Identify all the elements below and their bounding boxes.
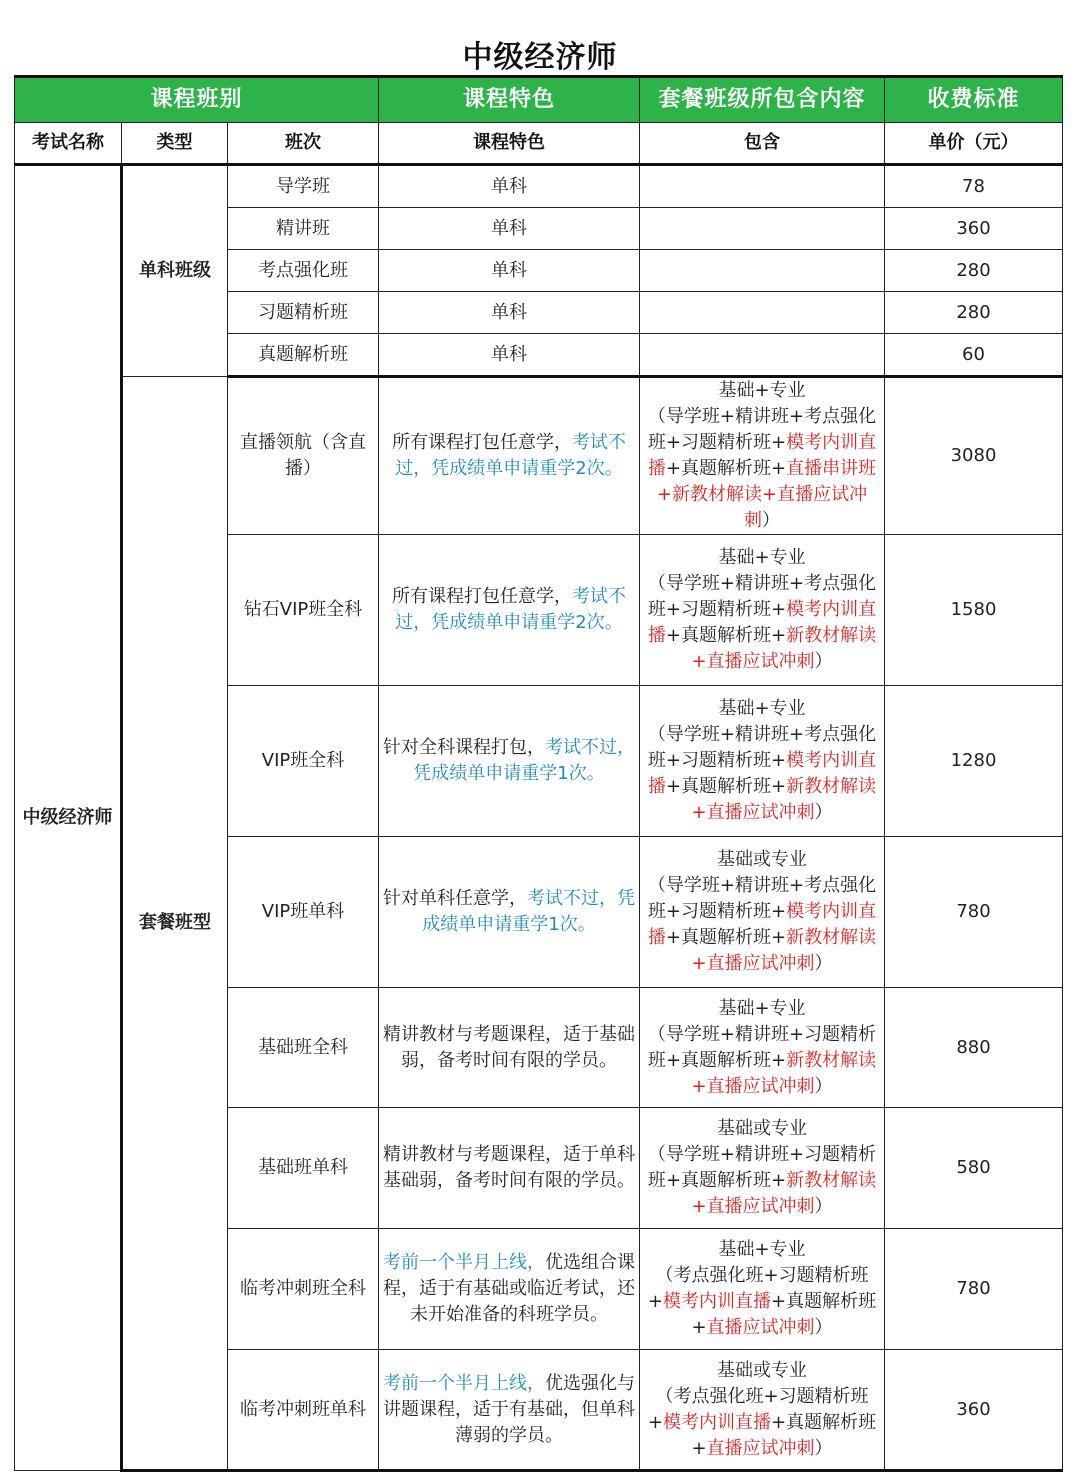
- content-head: 基础+专业: [718, 380, 806, 401]
- col-header-exam-name: 考试名称: [15, 123, 122, 165]
- feature-highlight: 考试不过，凭成绩单申请重学2次。: [395, 586, 626, 633]
- table-body: [15, 165, 1063, 1471]
- content-text: ）: [814, 1196, 833, 1217]
- content-text: ）: [814, 802, 833, 823]
- content-text: +真题解析班+: [665, 776, 787, 797]
- content-cell: [640, 535, 885, 686]
- price-cell: 1280: [885, 686, 1063, 837]
- content-cell: [640, 1108, 885, 1229]
- group-header-course-class: 课程班别: [15, 77, 379, 123]
- content-cell: [640, 988, 885, 1108]
- feature-text: 所有课程打包任意学，: [392, 432, 572, 453]
- feature-cell: [379, 1229, 640, 1350]
- class-name-cell: 直播领航（含直播）: [228, 377, 379, 535]
- content-text: +真题解析班+: [665, 625, 787, 646]
- content-highlight: 模考内训直播: [647, 599, 877, 646]
- price-cell: 360: [885, 208, 1063, 250]
- content-highlight: 新教材解读+直播应试冲刺: [691, 1049, 877, 1097]
- sub-header-row: [15, 123, 1063, 165]
- content-cell: [640, 1350, 885, 1471]
- feature-cell: [379, 988, 640, 1108]
- feature-cell: 单科: [379, 208, 640, 250]
- content-text: ）: [814, 1075, 833, 1097]
- class-name-cell: 习题精析班: [228, 292, 379, 334]
- feature-cell: [379, 1350, 640, 1471]
- content-text: （导学班+精讲班+习题精析班+真题解析班+: [647, 1023, 877, 1071]
- feature-text: 所有课程打包任意学，: [392, 586, 572, 607]
- feature-text: 优选强化与讲题课程，适于有基础，但单科薄弱的学员。: [383, 1372, 635, 1446]
- content-highlight: 模考内训直播: [647, 750, 877, 797]
- content-highlight: 模考内训直播: [647, 432, 877, 479]
- price-cell: 60: [885, 334, 1063, 377]
- content-highlight: 新教材解读+直播应试冲刺: [691, 1170, 877, 1217]
- col-header-type: 类型: [122, 123, 228, 165]
- content-text: ）: [814, 1317, 833, 1338]
- group-header-course-feature: 课程特色: [379, 77, 640, 123]
- group-header-package-content: 套餐班级所包含内容: [640, 77, 885, 123]
- class-name-cell: 基础班单科: [228, 1108, 379, 1229]
- content-text: ）: [814, 1437, 833, 1459]
- table-row: [15, 377, 1063, 535]
- content-head: 基础+专业: [718, 547, 806, 568]
- feature-cell: [379, 535, 640, 686]
- content-cell: [640, 292, 885, 334]
- col-header-class: 班次: [228, 123, 379, 165]
- class-name-cell: 真题解析班: [228, 334, 379, 377]
- content-text: （导学班+精讲班+考点强化班+习题精析班+: [647, 573, 877, 620]
- content-text: ）: [814, 651, 833, 672]
- price-cell: 280: [885, 292, 1063, 334]
- group-header-fee-standard: 收费标准: [885, 77, 1063, 123]
- content-head: 基础或专业: [717, 849, 807, 870]
- content-cell: [640, 1229, 885, 1350]
- feature-cell: 单科: [379, 165, 640, 208]
- feature-text: 优选组合课程，适于有基础或临近考试，还未开始准备的科班学员。: [383, 1252, 635, 1325]
- feature-cell: 单科: [379, 334, 640, 377]
- type-package-cell: 套餐班型: [122, 377, 228, 1471]
- content-text: ）: [762, 510, 780, 531]
- feature-text: 精讲教材与考题课程，适于单科基础弱，备考时间有限的学员。: [383, 1144, 635, 1191]
- feature-highlight: 考前一个半月上线，: [383, 1372, 545, 1394]
- content-text: （导学班+精讲班+考点强化班+习题精析班+: [647, 724, 877, 771]
- price-cell: 360: [885, 1350, 1063, 1471]
- group-header-row: [15, 77, 1063, 123]
- page-title: 中级经济师: [462, 40, 618, 75]
- class-name-cell: 考点强化班: [228, 250, 379, 292]
- price-cell: 280: [885, 250, 1063, 292]
- content-highlight: 直播应试冲刺: [706, 1437, 815, 1459]
- col-header-includes: 包含: [640, 123, 885, 165]
- exam-name-cell: 中级经济师: [15, 165, 122, 1471]
- class-name-cell: 临考冲刺班单科: [228, 1350, 379, 1471]
- content-head: 基础+专业: [718, 1239, 806, 1260]
- content-highlight: 直播串讲班+新教材解读+直播应试冲刺: [656, 458, 877, 531]
- content-text: （考点强化班+习题精析班+: [647, 1265, 869, 1312]
- content-text: ）: [814, 953, 833, 974]
- content-cell: [640, 334, 885, 377]
- content-highlight: 模考内训直播: [663, 1291, 771, 1312]
- content-text: （导学班+精讲班+考点强化班+习题精析班+: [647, 406, 877, 453]
- content-text: +真题解析班+: [691, 1411, 877, 1459]
- table-row: [15, 165, 1063, 208]
- feature-highlight: 考试不过，凭成绩单申请重学1次。: [413, 737, 635, 784]
- content-cell: [640, 165, 885, 208]
- feature-text: 针对单科任意学，: [383, 888, 527, 909]
- class-name-cell: 精讲班: [228, 208, 379, 250]
- content-text: +真题解析班+: [691, 1291, 877, 1338]
- content-head: 基础或专业: [717, 1118, 807, 1139]
- class-name-cell: 钻石VIP班全科: [228, 535, 379, 686]
- feature-highlight: 考试不过，凭成绩单申请重学1次。: [422, 888, 635, 935]
- content-highlight: 直播应试冲刺: [706, 1317, 815, 1338]
- price-cell: 3080: [885, 377, 1063, 535]
- content-cell: [640, 686, 885, 837]
- feature-cell: 单科: [379, 292, 640, 334]
- class-name-cell: VIP班全科: [228, 686, 379, 837]
- price-cell: 580: [885, 1108, 1063, 1229]
- feature-cell: 单科: [379, 250, 640, 292]
- feature-text: 精讲教材与考题课程，适于基础弱，备考时间有限的学员。: [383, 1023, 635, 1071]
- content-highlight: 新教材解读+直播应试冲刺: [691, 927, 877, 974]
- class-name-cell: 临考冲刺班全科: [228, 1229, 379, 1350]
- price-cell: 780: [885, 837, 1063, 988]
- content-text: +真题解析班+: [665, 458, 787, 479]
- content-cell: [640, 837, 885, 988]
- feature-cell: [379, 837, 640, 988]
- class-name-cell: VIP班单科: [228, 837, 379, 988]
- feature-highlight: 考前一个半月上线，: [383, 1252, 545, 1273]
- price-cell: 78: [885, 165, 1063, 208]
- content-cell: [640, 250, 885, 292]
- price-cell: 780: [885, 1229, 1063, 1350]
- feature-highlight: 考试不过，凭成绩单申请重学2次。: [395, 432, 626, 479]
- content-highlight: 模考内训直播: [663, 1411, 771, 1433]
- content-highlight: 新教材解读+直播应试冲刺: [691, 625, 877, 672]
- content-cell: [640, 377, 885, 535]
- content-highlight: 模考内训直播: [647, 901, 877, 948]
- content-cell: [640, 208, 885, 250]
- course-price-table: [14, 75, 1063, 1472]
- content-text: +真题解析班+: [665, 927, 787, 948]
- col-header-unit-price: 单价（元）: [885, 123, 1063, 165]
- price-cell: 880: [885, 988, 1063, 1108]
- class-name-cell: 基础班全科: [228, 988, 379, 1108]
- content-text: （考点强化班+习题精析班+: [647, 1385, 869, 1433]
- feature-cell: [379, 1108, 640, 1229]
- content-head: 基础或专业: [717, 1359, 807, 1381]
- content-head: 基础+专业: [718, 698, 806, 719]
- feature-cell: [379, 377, 640, 535]
- col-header-feature: 课程特色: [379, 123, 640, 165]
- feature-cell: [379, 686, 640, 837]
- class-name-cell: 导学班: [228, 165, 379, 208]
- content-head: 基础+专业: [718, 997, 806, 1019]
- content-text: （导学班+精讲班+习题精析班+真题解析班+: [647, 1144, 877, 1191]
- type-single-cell: 单科班级: [122, 165, 228, 377]
- content-text: （导学班+精讲班+考点强化班+习题精析班+: [647, 875, 877, 922]
- feature-text: 针对全科课程打包，: [383, 737, 545, 758]
- price-cell: 1580: [885, 535, 1063, 686]
- content-highlight: 新教材解读+直播应试冲刺: [691, 776, 877, 823]
